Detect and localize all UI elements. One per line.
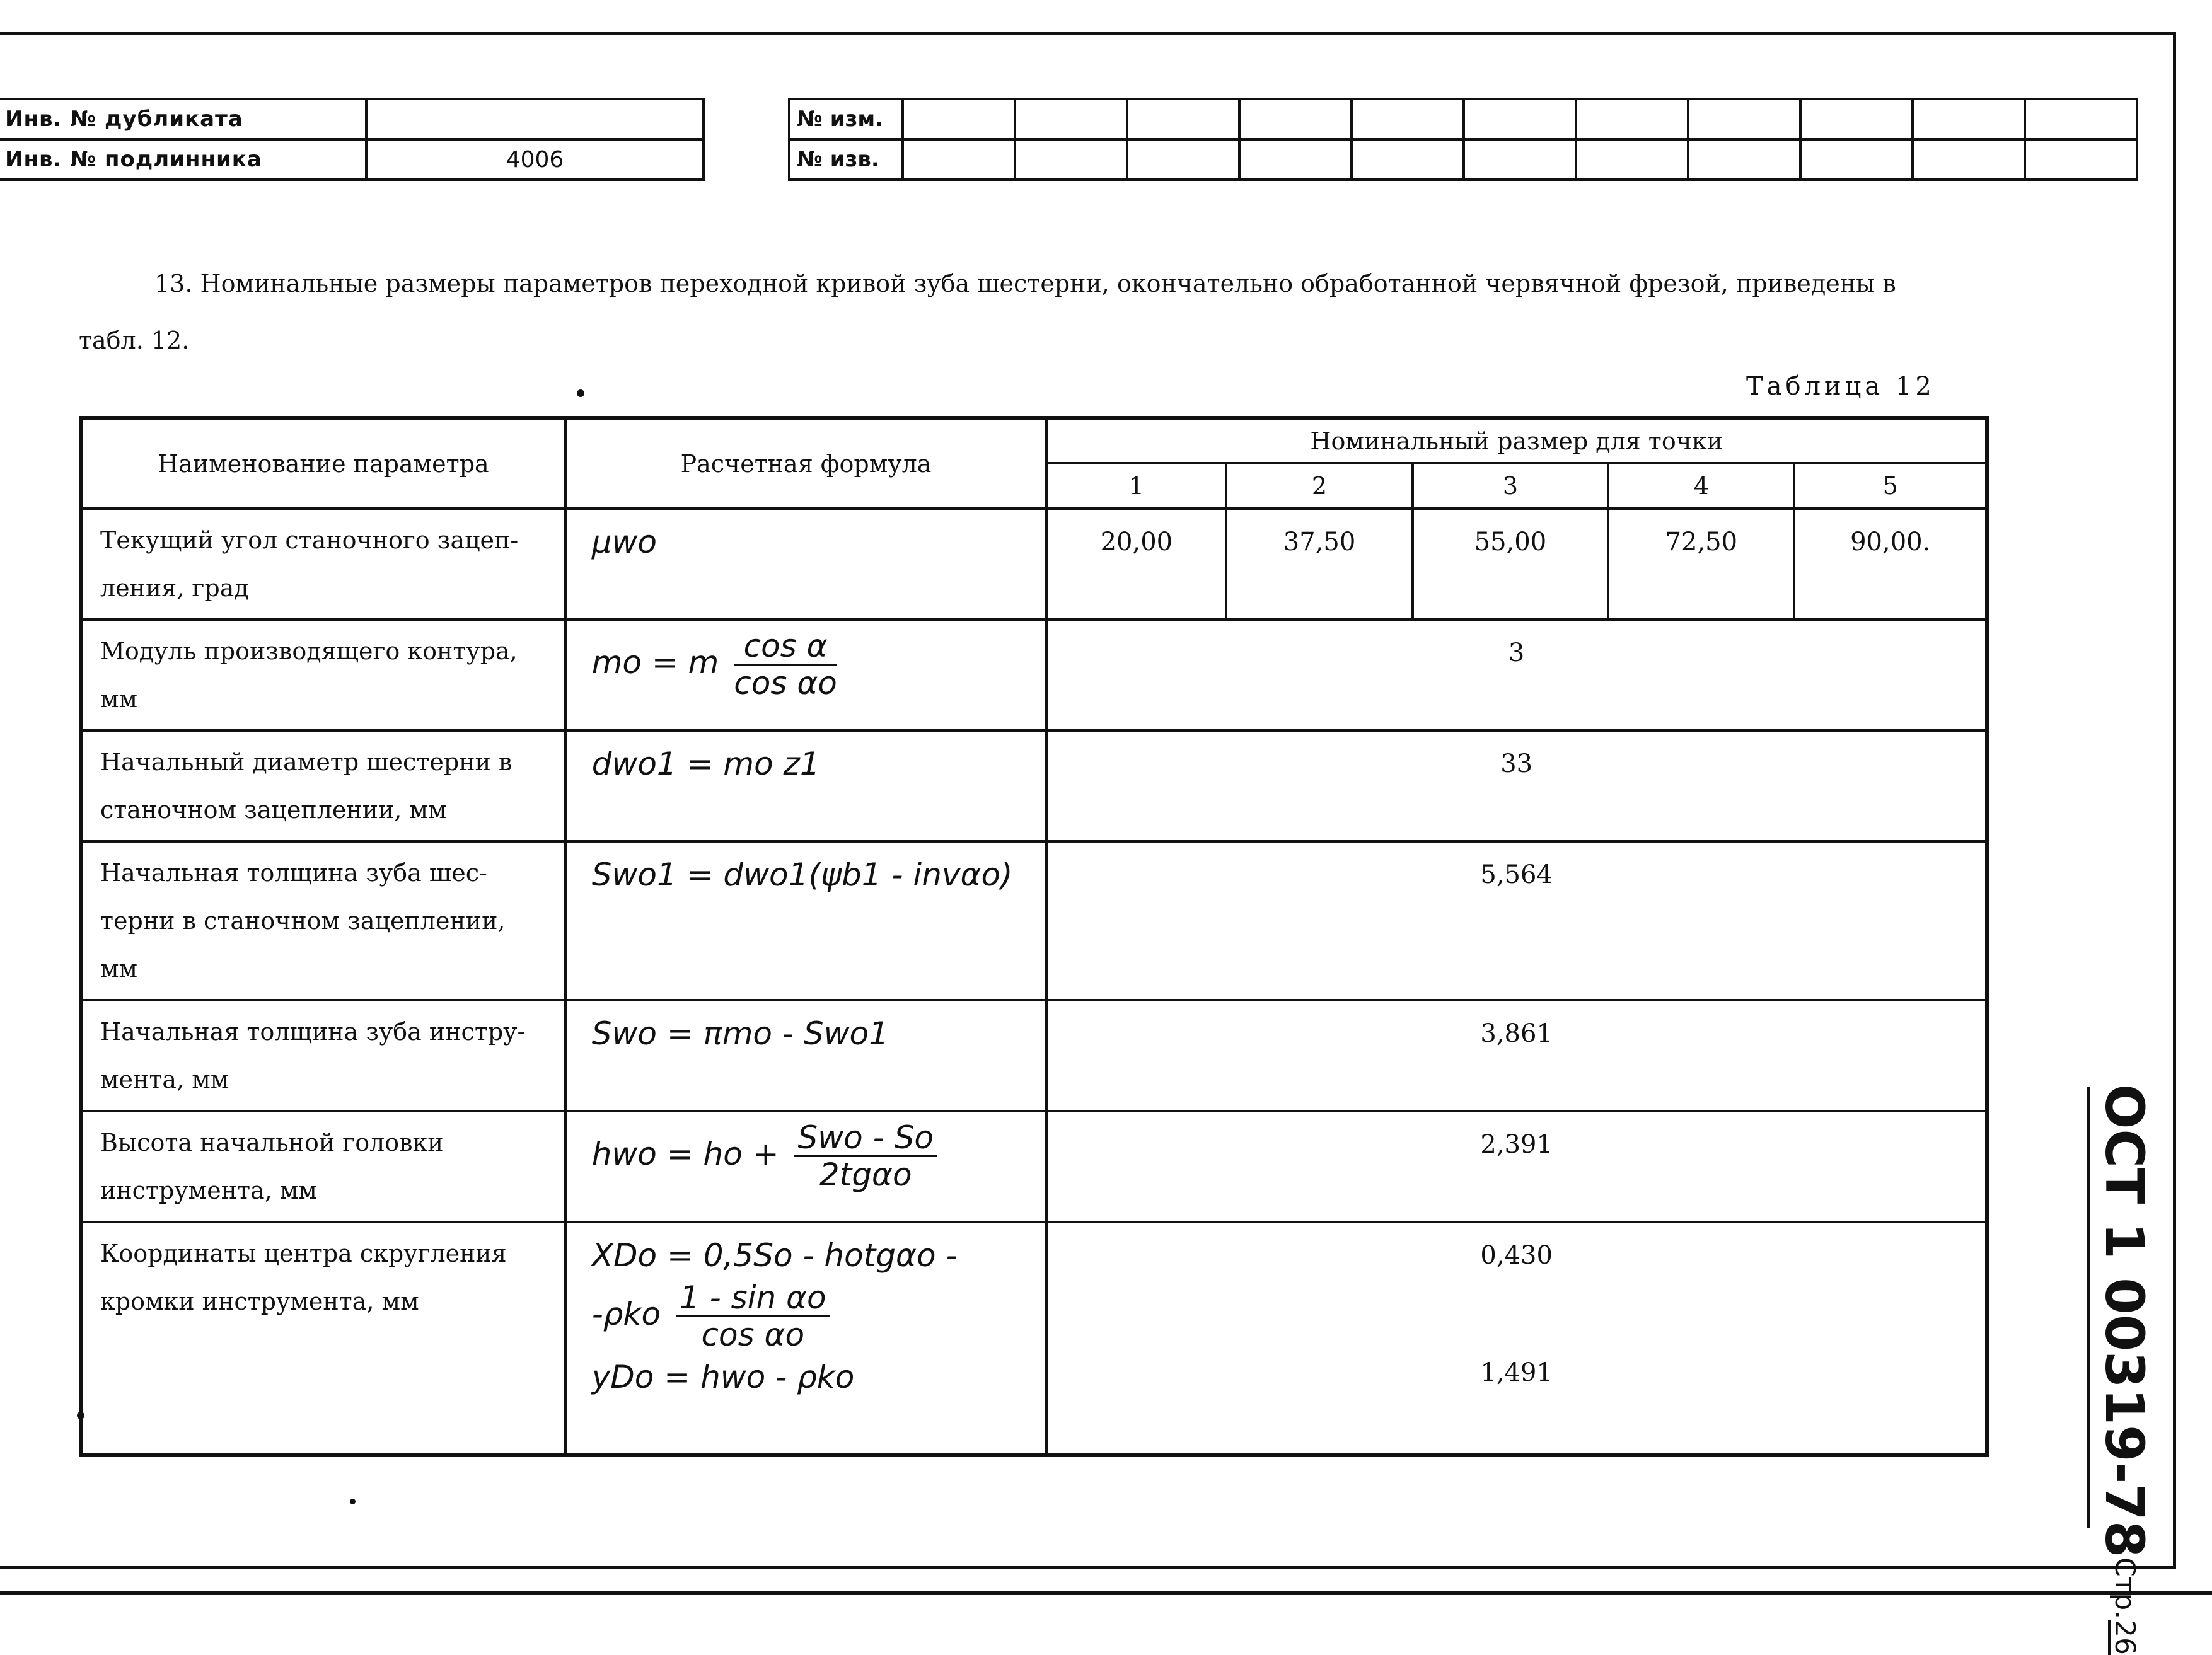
paragraph-13: 13. Номинальные размеры параметров переходной кривой зуба шестерни, окончательно обработанной червячной фрезой, приведены в табл. 12. <box>79 270 1896 354</box>
duplicate-row <box>0 99 704 139</box>
table-row <box>81 1111 1987 1222</box>
value-spacer <box>1048 1270 1984 1314</box>
value-spacer <box>1048 1314 1984 1358</box>
notice-cell <box>1239 139 1352 180</box>
formula-cell <box>565 1111 1047 1222</box>
value-cell: 3,861 <box>1046 1000 1987 1111</box>
formula-cell <box>565 620 1047 730</box>
document-stamp <box>2093 1084 2155 1655</box>
col-param-header: Наименование параметра <box>81 418 565 509</box>
param-cell: Модуль производящего контура, мм <box>81 620 565 730</box>
table-header-row <box>81 418 1987 463</box>
notice-cell <box>2025 139 2137 180</box>
formula-cell <box>565 730 1047 841</box>
notice-row <box>789 139 2137 180</box>
stamp-page-label: Стр. <box>2109 1557 2141 1620</box>
notice-cell <box>1688 139 1800 180</box>
formula-line <box>592 1280 1021 1352</box>
formula-text: mo = m <box>591 644 719 681</box>
change-cell <box>1127 99 1239 139</box>
value-cell: 5,564 <box>1046 841 1987 1000</box>
fraction-denominator: cos αo <box>734 665 837 701</box>
table-row <box>81 620 1987 730</box>
original-value: 4006 <box>366 139 704 180</box>
change-cell <box>1352 99 1464 139</box>
notice-cell <box>1800 139 1913 180</box>
duplicate-label: Инв. № дубликата <box>0 99 366 139</box>
fraction-denominator: cos αo <box>701 1317 805 1353</box>
formula-text: dwo1 = mo z1 <box>591 746 820 782</box>
formula-text: yDo = hwo - ρko <box>591 1359 855 1395</box>
change-cell <box>1239 99 1352 139</box>
value-cell: 37,50 <box>1226 509 1412 620</box>
fraction <box>794 1120 937 1192</box>
change-cell <box>1688 99 1800 139</box>
notice-label: № изв. <box>789 139 903 180</box>
change-cell <box>903 99 1015 139</box>
page-bottom-edge <box>0 1591 2212 1595</box>
param-cell: Текущий угол станочного зацеп-ления, град <box>81 509 565 620</box>
notice-cell <box>1913 139 2025 180</box>
point-header: 2 <box>1226 463 1412 509</box>
formula-text: -ρko <box>591 1296 661 1332</box>
value-cell: 33 <box>1046 730 1987 841</box>
change-cell <box>1576 99 1688 139</box>
formula-text: Swo = πmo - Swo1 <box>591 1015 889 1052</box>
parameters-table <box>79 416 1989 1457</box>
point-header: 4 <box>1608 463 1794 509</box>
notice-cell <box>1127 139 1239 180</box>
stamp-page-number: 26 <box>2109 1619 2141 1655</box>
scan-dot <box>350 1499 356 1504</box>
table-row <box>81 841 1987 1000</box>
table-row <box>81 509 1987 620</box>
point-header: 1 <box>1046 463 1226 509</box>
table-caption: Таблица 12 <box>1746 372 1935 401</box>
point-header: 3 <box>1413 463 1609 509</box>
table-row <box>81 1000 1987 1111</box>
formula-text: hwo = ho + <box>591 1136 779 1172</box>
duplicate-value <box>366 99 704 139</box>
change-cell <box>1464 99 1576 139</box>
change-cell <box>1015 99 1127 139</box>
change-row <box>789 99 2137 139</box>
original-label: Инв. № подлинника <box>0 139 366 180</box>
notice-cell <box>903 139 1015 180</box>
change-cell <box>2025 99 2137 139</box>
col-formula-header: Расчетная формула <box>565 418 1047 509</box>
change-label: № изм. <box>789 99 903 139</box>
notice-cell <box>1464 139 1576 180</box>
change-cell <box>1913 99 2025 139</box>
value-cell: 3 <box>1046 620 1987 730</box>
formula-text: μwo <box>591 524 657 560</box>
notice-cell <box>1352 139 1464 180</box>
value-y: 1,491 <box>1480 1358 1553 1387</box>
formula-text: Swo1 = dwo1(ψb1 - invαo) <box>591 856 1013 893</box>
notice-cell <box>1576 139 1688 180</box>
formula-cell <box>565 1222 1047 1455</box>
formula-cell <box>565 509 1047 620</box>
stamp-code: ОСТ 1 00319-78 <box>2093 1084 2155 1558</box>
param-cell: Начальный диаметр шестерни в станочном зацеплении, мм <box>81 730 565 841</box>
fraction-denominator: 2tgαo <box>819 1156 912 1193</box>
table-row <box>81 1222 1987 1455</box>
change-cell <box>1800 99 1913 139</box>
fraction-numerator: cos α <box>734 628 837 666</box>
value-x: 0,430 <box>1480 1241 1553 1270</box>
point-header: 5 <box>1794 463 1987 509</box>
scan-dot <box>577 389 584 397</box>
value-cell <box>1046 1222 1987 1455</box>
original-row <box>0 139 704 180</box>
col-nominal-header: Номинальный размер для точки <box>1046 418 1987 463</box>
fraction <box>734 628 837 701</box>
scan-dot <box>77 1412 84 1419</box>
value-cell: 72,50 <box>1608 509 1794 620</box>
fraction <box>676 1280 830 1352</box>
notice-cell <box>1015 139 1127 180</box>
param-cell: Координаты центра скругления кромки инструмента, мм <box>81 1222 565 1455</box>
value-cell: 90,00. <box>1794 509 1987 620</box>
table-row <box>81 730 1987 841</box>
value-cell: 55,00 <box>1413 509 1609 620</box>
value-cell: 20,00 <box>1046 509 1226 620</box>
change-record-table <box>788 98 2138 181</box>
fraction-numerator: Swo - So <box>794 1120 937 1157</box>
param-cell: Начальная толщина зуба шес-терни в станочном зацеплении, мм <box>81 841 565 1000</box>
formula-text: XDo = 0,5So - hotgαo - <box>591 1237 958 1274</box>
registration-table <box>0 98 705 181</box>
param-cell: Высота начальной головки инструмента, мм <box>81 1111 565 1222</box>
stamp-rule <box>2087 1087 2090 1528</box>
fraction-numerator: 1 - sin αo <box>676 1280 830 1317</box>
value-cell: 2,391 <box>1046 1111 1987 1222</box>
param-cell: Начальная толщина зуба инстру-мента, мм <box>81 1000 565 1111</box>
formula-cell <box>565 841 1047 1000</box>
formula-cell <box>565 1000 1047 1111</box>
